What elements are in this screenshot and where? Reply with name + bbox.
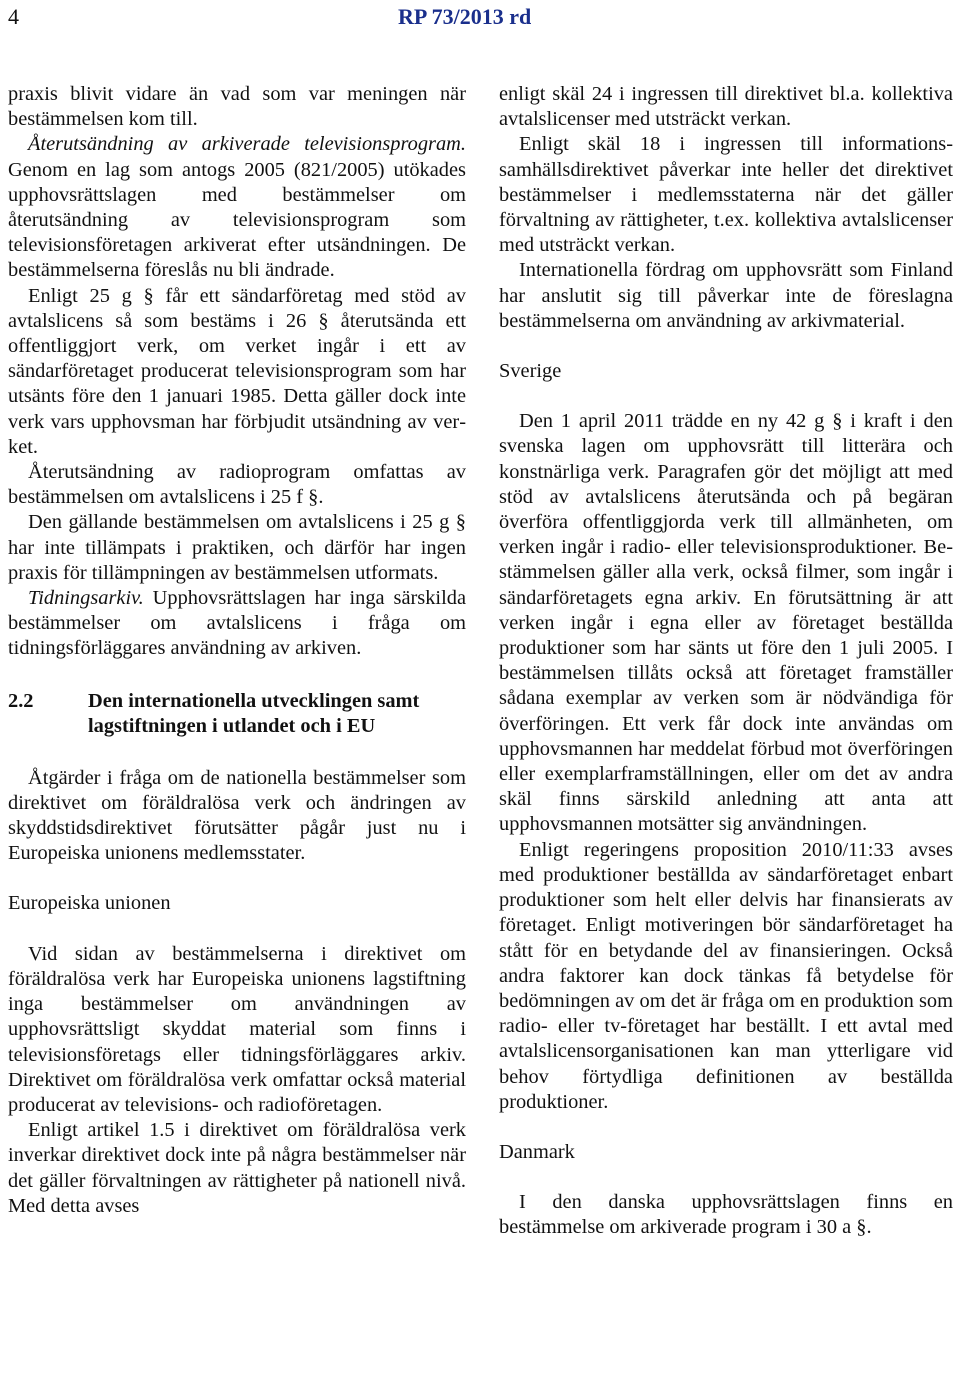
paragraph: praxis blivit vidare än vad som var meningen när bestämmelsen kom till.	[8, 83, 466, 131]
paragraph: Åtgärder i fråga om de nationella bestämmelser som direktivet om föräldralösa verk och ändringen av skyddstidsdirektivet förutsätter pågår just nu i Europeiska unionens medlemsstater.	[8, 766, 466, 865]
right-column	[499, 82, 953, 1241]
italic-heading: Tidningsarkiv.	[28, 587, 144, 610]
paragraph: Enligt skäl 18 i ingressen till informationssamhällsdirektivet påverkar inte heller det direktivet bestämmelser i medlemsstaterna när det gäller förvaltning av rättigheter, t.ex. kollektiva avtalslicenser med utsträckt verkan.	[499, 133, 953, 257]
paragraph	[8, 586, 466, 662]
subheading-sweden: Sverige	[499, 360, 562, 383]
paragraph-text: Genom en lag som antogs 2005 (821/2005) utökades upphovsrättslagen med bestämmelser om återutsändning av televisionsprogram som televisionsföretagen arkiverat efter utsändningen. De bestämmelserna föreslås nu bli ändrade.	[8, 158, 466, 282]
left-column	[8, 82, 466, 1219]
paragraph: Internationella fördrag om upphovsrätt som Finland har anslutit sig till påverkar inte de föreslagna bestämmelserna om användning av arkivmaterial.	[499, 259, 953, 332]
paragraph: Enligt artikel 1.5 i direktivet om föräldralösa verk inverkar direktivet dock inte på några bestämmelser när det gäller förvaltningen av rättigheter på nationell nivå. Med detta avses	[8, 1119, 466, 1217]
paragraph: Den 1 april 2011 trädde en ny 42 g § i kraft i den svenska lagen om upphovsrätt till litterära och konstnärliga verk. Paragrafen gör det möjligt att med stöd av avtalslicens återutsända och på begäran överföra offentliggjorda verk till allmänheten, om verken ingår i radio- eller televisionsproduktioner. Bestämmelsen gäller alla verk, också filmer, som ingår i sändarföretagets egna arkiv. En förutsättning är att verken ingår i egna eller av företaget beställda produktioner som har sänts ut före den 1 juli 2005. I bestämmelsen tillåts också att företaget framställer sådana exemplar av verken som är nödvändiga för överföringen. Ett verk får dock inte användas om upphovsmannen har meddelat förbud mot överföringen eller exemplarframställningen, eller om det av andra skäl finns särskild anledning att anta att upphovsmannen motsätter sig användningen.	[499, 410, 953, 836]
paragraph: Vid sidan av bestämmelserna i direktivet om föräldralösa verk har Europeiska unionens lagstiftning inga bestämmelser om användningen av upphovsrättsligt skyddat material som finns i televisionsföretags eller tidningsförläggares arkiv. Direktivet om föräldralösa verk omfattar också material producerat av televisions- och radioföretagen.	[8, 942, 466, 1116]
page-header	[0, 2, 960, 38]
section-title: Den internationella utvecklingen samt lagstiftningen i utlandet och i EU	[88, 689, 420, 737]
paragraph: enligt skäl 24 i ingressen till direktivet bl.a. kollektiva avtalslicenser med utsträckt verkan.	[499, 83, 953, 131]
paragraph: Enligt 25 g § får ett sändarföretag med stöd av avtalslicens så som bestäms i 26 § återutsända ett offentliggjort verk, om verket ingår i ett av sändarföretaget producerat televisionsprogram som har utsänts före den 1 januari 1985. Detta gäller dock inte verk vars upphovsman har förbjudit utsändning av verket.	[8, 284, 466, 458]
page-number: 4	[8, 4, 19, 29]
subheading-eu: Europeiska unionen	[8, 892, 171, 915]
paragraph: Den gällande bestämmelsen om avtalslicens i 25 g § har inte tillämpats i praktiken, och därför har ingen praxis för tillämpningen av bestämmelsen utformats.	[8, 511, 466, 584]
section-number: 2.2	[8, 689, 34, 712]
italic-heading: Återutsändning av arkiverade televisionsprogram.	[28, 133, 466, 156]
paragraph: I den danska upphovsrättslagen finns en bestämmelse om arkiverade program i 30 a §.	[499, 1191, 953, 1239]
section-heading	[8, 689, 466, 739]
paragraph	[8, 132, 466, 283]
subheading-denmark: Danmark	[499, 1140, 575, 1163]
document-id: RP 73/2013 rd	[398, 4, 532, 29]
paragraph: Återutsändning av radioprogram omfattas av bestämmelsen om avtalslicens i 25 f §.	[8, 461, 466, 509]
paragraph: Enligt regeringens proposition 2010/11:33 avses med produktioner beställda av sändarföretaget enbart produktioner som helt eller delvis har finansierats av företaget. Enligt motiveringen bör sändarföretaget ha stått för en betydande del av finansieringen. Också andra faktorer kan dock tänkas få betydelse för bedömningen av om det är fråga om en produktion som radio- eller tv-företaget har beställt. I ett avtal med avtalslicensorganisationen kan man ytterligare vid behov förtydliga definitionen av beställda produktioner.	[499, 838, 953, 1113]
paragraph-text: Upphovsrättslagen har inga särskilda bestämmelser om avtalslicens i fråga om tidningsförläggares användning av arkiven.	[8, 587, 466, 660]
